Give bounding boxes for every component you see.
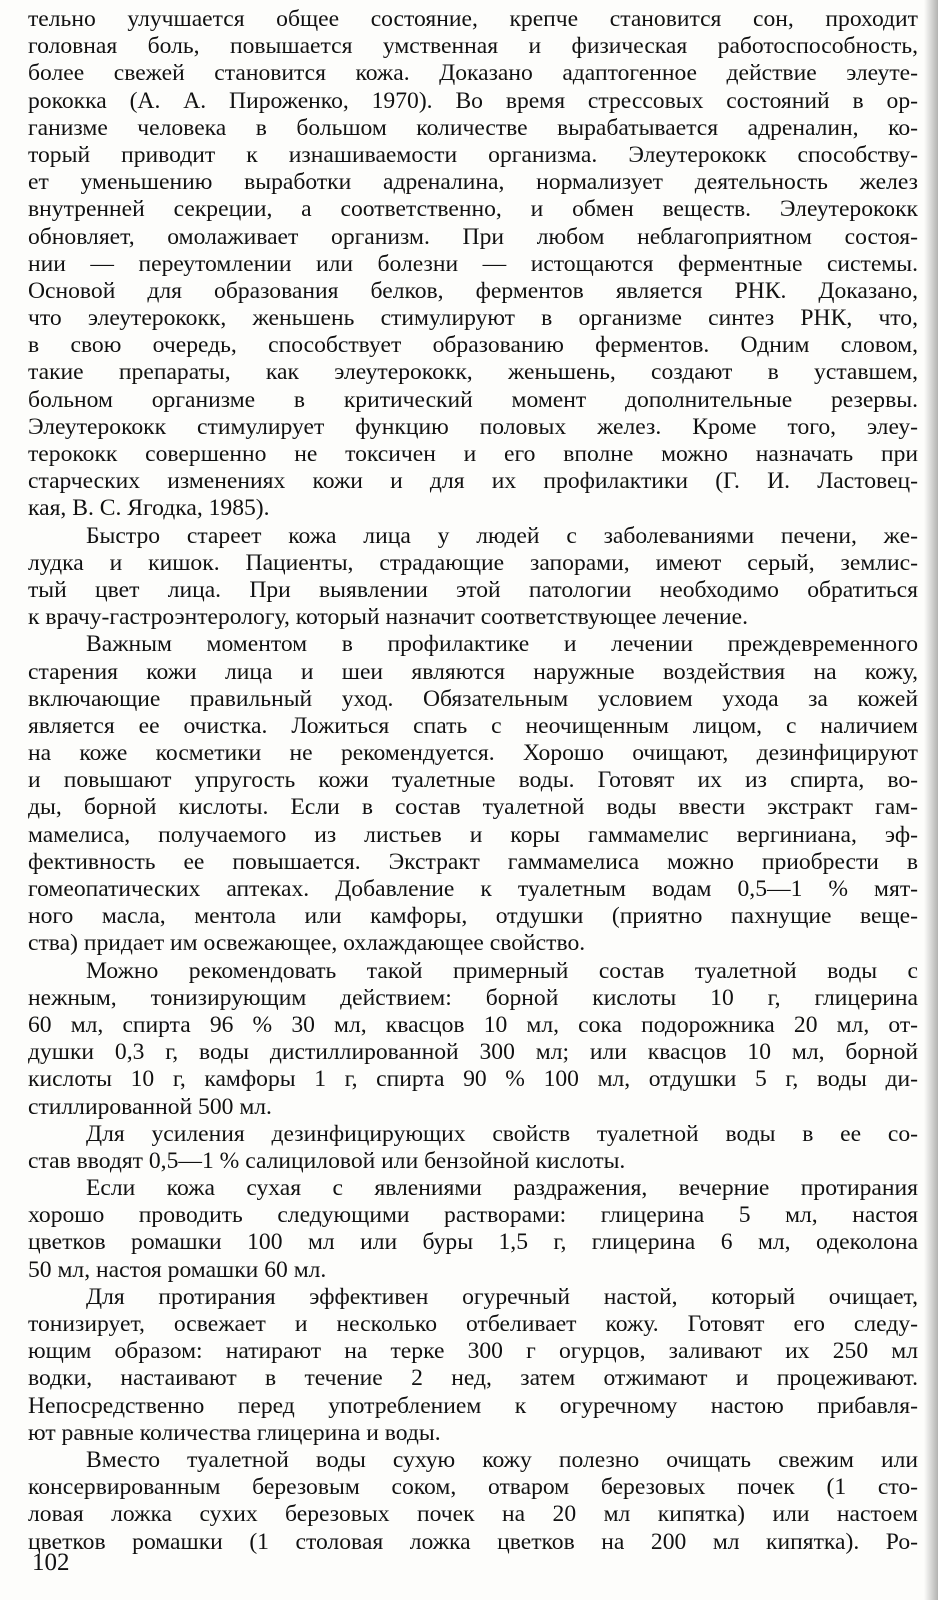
text-line: рококка (А. А. Пироженко, 1970). Во время стрессовых состояний в ор- (28, 87, 918, 114)
text-line: Можно рекомендовать такой примерный состав туалетной воды с (86, 957, 918, 984)
text-line: Непосредственно перед употреблением к огуречному настою прибавля- (28, 1392, 918, 1419)
text-line: является ее очистка. Ложиться спать с неочищенным лицом, с наличием (28, 712, 918, 739)
text-line: консервированным березовым соком, отваром березовых почек (1 сто- (28, 1474, 918, 1501)
text-line: ганизме человека в большом количестве вырабатывается адреналин, ко- (28, 114, 918, 141)
text-line: гомеопатических аптеках. Добавление к туалетным водам 0,5—1 % мят- (28, 876, 918, 902)
text-line: старения кожи лица и шеи являются наружные воздействия на кожу, (28, 658, 918, 685)
paragraph (28, 6, 918, 523)
body-text (28, 6, 918, 1556)
paragraph (28, 1175, 918, 1284)
text-line: что элеутерококк, женьшень стимулируют в организме синтез РНК, что, (28, 305, 918, 332)
text-line: Для усиления дезинфицирующих свойств туалетной воды в ее со- (86, 1120, 918, 1147)
paragraph (28, 1121, 918, 1175)
text-line: Вместо туалетной воды сухую кожу полезно очищать свежим или (86, 1446, 918, 1473)
paragraph (28, 631, 918, 957)
text-line: Если кожа сухая с явлениями раздражения, вечерние протирания (86, 1175, 918, 1202)
text-line: ды, борной кислоты. Если в состав туалетной воды ввести экстракт гам- (28, 794, 918, 821)
text-line: лудка и кишок. Пациенты, страдающие запорами, имеют серый, землис- (28, 549, 918, 576)
text-line: включающие правильный уход. Обязательным условием ухода за кожей (28, 685, 918, 712)
text-line: хорошо проводить следующими растворами: глицерина 5 мл, настоя (28, 1202, 918, 1229)
text-line: на коже косметики не рекомендуется. Хорошо очищают, дезинфицируют (28, 740, 918, 767)
paragraph (28, 1284, 918, 1447)
text-line: водки, настаивают в течение 2 нед, затем отжимают и процеживают. (28, 1365, 918, 1392)
text-line: обновляет, омолаживает организм. При любом неблагоприятном состоя- (28, 223, 918, 250)
text-line: более свежей становится кожа. Доказано адаптогенное действие элеуте- (28, 60, 918, 87)
text-line: торый приводит к изнашиваемости организма. Элеутерококк способству- (28, 141, 918, 168)
text-line: старческих изменениях кожи и для их профилактики (Г. И. Ластовец- (28, 468, 918, 495)
text-line: больном организме в критический момент дополнительные резервы. (28, 386, 918, 413)
text-line: ют равные количества глицерина и воды. (28, 1419, 441, 1446)
text-line: тельно улучшается общее состояние, крепче становится сон, проходит (28, 6, 918, 32)
text-line: 60 мл, спирта 96 % 30 мл, квасцов 10 мл, сока подорожника 20 мл, от- (28, 1011, 918, 1038)
text-line: цветков ромашки (1 столовая ложка цветков на 200 мл кипятка). Ро- (28, 1528, 918, 1555)
text-line: Основой для образования белков, ферментов является РНК. Доказано, (28, 277, 918, 304)
text-line: кая, В. С. Ягодка, 1985). (28, 495, 270, 522)
paragraph (28, 958, 918, 1121)
text-line: Для протирания эффективен огуречный настой, который очищает, (86, 1283, 918, 1310)
text-line: ства) придает им освежающее, охлаждающее свойство. (28, 930, 586, 957)
text-line: такие препараты, как элеутерококк, женьшень, создают в уставшем, (28, 359, 918, 386)
text-line: тый цвет лица. При выявлении этой патологии необходимо обратиться (28, 576, 918, 603)
page-number: 102 (32, 1549, 70, 1576)
text-line: ловая ложка сухих березовых почек на 20 мл кипятка) или настоем (28, 1501, 918, 1528)
text-line: тонизирует, освежает и несколько отбеливает кожу. Готовят его следу- (28, 1311, 918, 1337)
text-line: головная боль, повышается умственная и физическая работоспособность, (28, 33, 918, 60)
text-line: терококк совершенно не токсичен и его вполне можно назначать при (28, 441, 918, 467)
text-line: стиллированной 500 мл. (28, 1093, 272, 1120)
text-line: и повышают упругость кожи туалетные воды. Готовят их из спирта, во- (28, 767, 918, 794)
paragraph (28, 523, 918, 632)
text-line: 50 мл, настоя ромашки 60 мл. (28, 1256, 327, 1283)
text-line: фективность ее повышается. Экстракт гаммамелиса можно приобрести в (28, 848, 918, 875)
text-line: нии — переутомлении или болезни — истощаются ферментные системы. (28, 250, 918, 277)
text-line: Важным моментом в профилактике и лечении преждевременного (86, 631, 918, 658)
paragraph (28, 1447, 918, 1556)
text-line: внутренней секреции, а соответственно, и обмен веществ. Элеутерококк (28, 196, 918, 223)
text-line: Быстро стареет кожа лица у людей с заболеваниями печени, же- (86, 522, 918, 549)
text-line: став вводят 0,5—1 % салициловой или бензойной кислоты. (28, 1147, 626, 1174)
text-line: кислоты 10 г, камфоры 1 г, спирта 90 % 100 мл, отдушки 5 г, воды ди- (28, 1066, 918, 1093)
text-line: душки 0,3 г, воды дистиллированной 300 мл; или квасцов 10 мл, борной (28, 1039, 918, 1066)
text-line: в свою очередь, способствует образованию ферментов. Одним словом, (28, 332, 918, 359)
text-line: ет уменьшению выработки адреналина, нормализует деятельность желез (28, 169, 918, 196)
text-line: мамелиса, получаемого из листьев и коры гаммамелис вергиниана, эф- (28, 821, 918, 848)
text-line: к врачу-гастроэнтерологу, который назначит соответствующее лечение. (28, 604, 749, 631)
text-line: Элеутерококк стимулирует функцию половых желез. Кроме того, элеу- (28, 413, 918, 440)
page-edge-shadow (924, 0, 938, 1600)
text-line: цветков ромашки 100 мл или буры 1,5 г, глицерина 6 мл, одеколона (28, 1229, 918, 1256)
text-line: ющим образом: натирают на терке 300 г огурцов, заливают их 250 мл (28, 1338, 918, 1365)
text-line: нежным, тонизирующим действием: борной кислоты 10 г, глицерина (28, 984, 918, 1011)
text-line: ного масла, ментола или камфоры, отдушки (приятно пахнущие веще- (28, 903, 918, 930)
